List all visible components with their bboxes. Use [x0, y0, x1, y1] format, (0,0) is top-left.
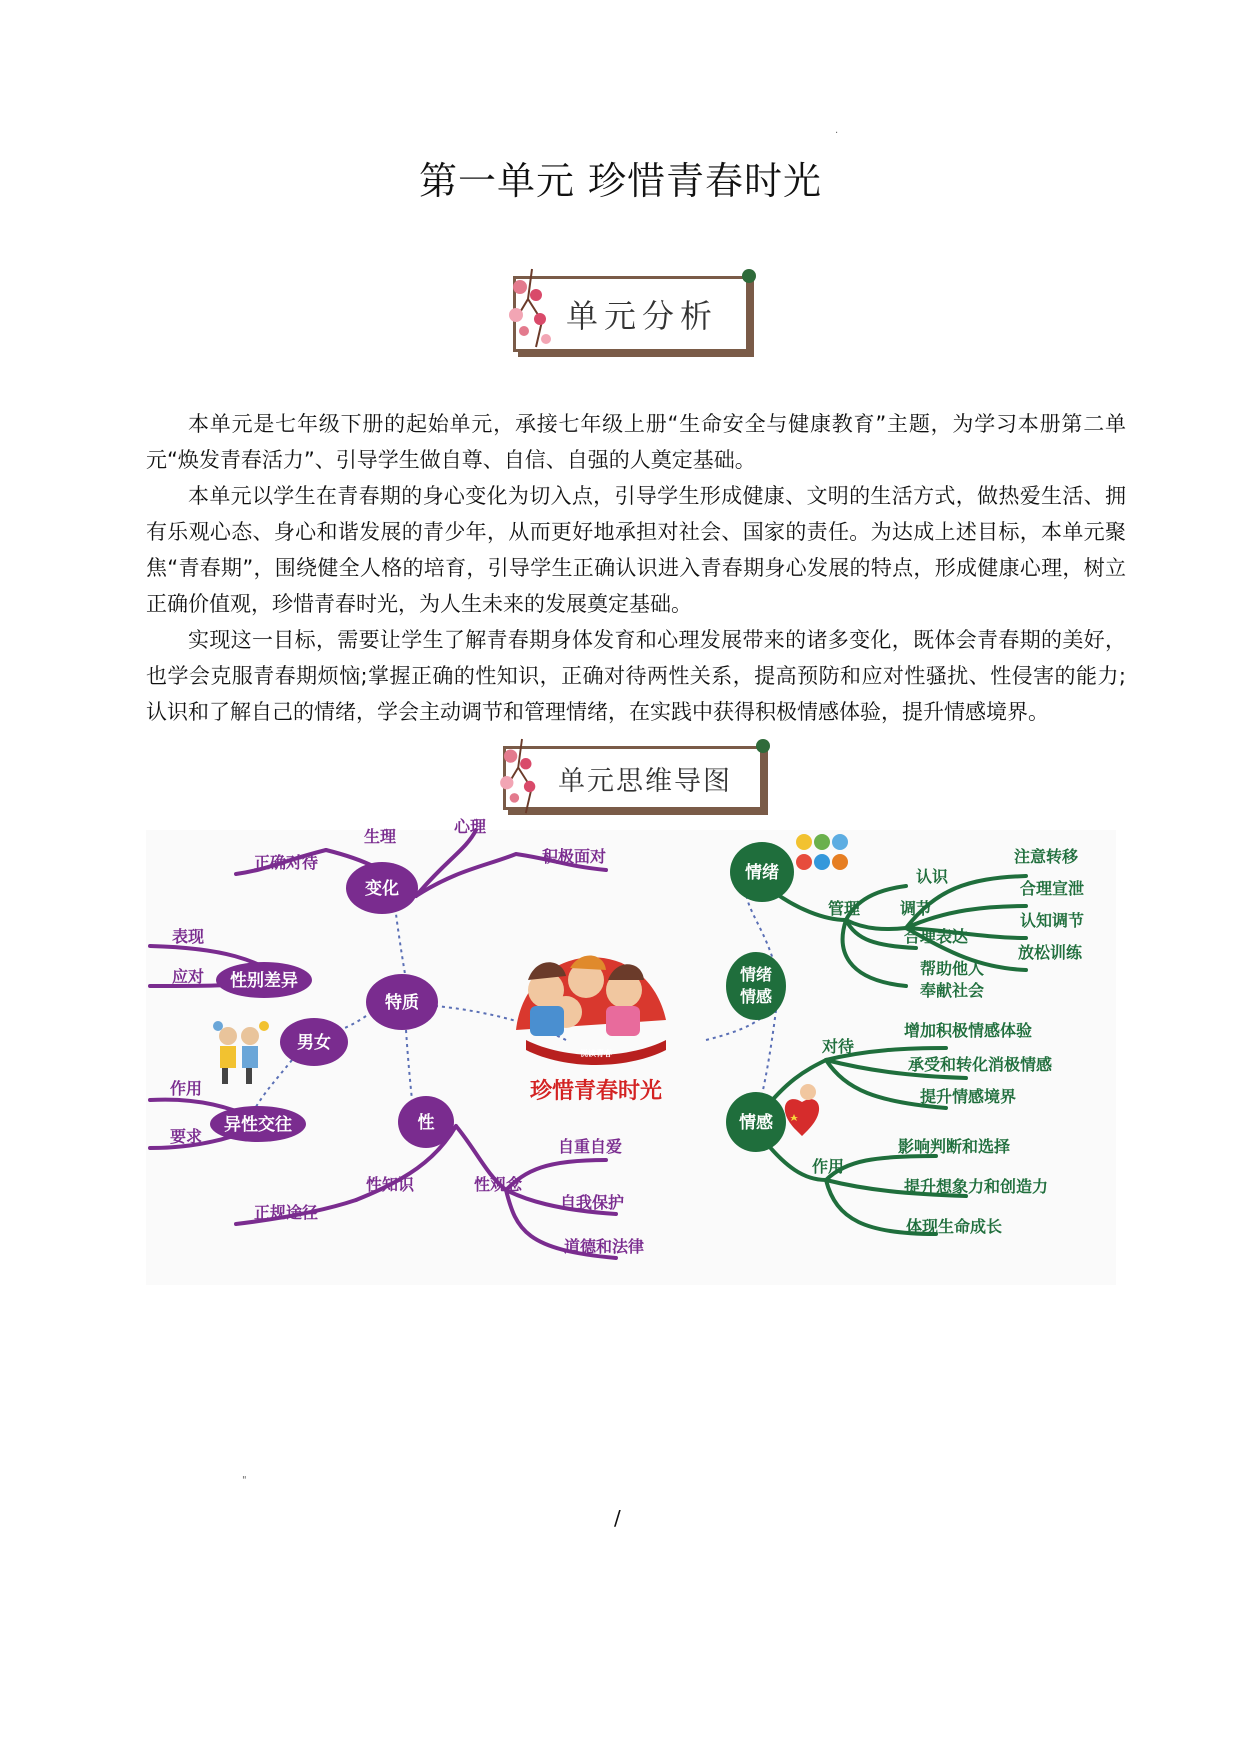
- section-title-mindmap: 单元思维导图: [558, 765, 732, 797]
- node-reasonable-vent: 合理宣泄: [1019, 879, 1085, 898]
- node-treat: 对待: [821, 1037, 855, 1056]
- node-emotion: 情绪: [745, 863, 779, 883]
- heart-flag-icon: [785, 1084, 819, 1136]
- node-reasonable-express: 合理表达: [903, 927, 969, 946]
- node-physical: 生理: [363, 827, 397, 846]
- node-relax-training: 放松训练: [1017, 943, 1083, 962]
- node-raise-feeling: 提升情感境界: [919, 1087, 1017, 1106]
- node-cognitive-adjust: 认知调节: [1019, 911, 1085, 930]
- node-center: 珍惜青春时光: [529, 1078, 663, 1104]
- node-requirement: 要求: [169, 1127, 203, 1146]
- section-title-analysis: 单元分析: [566, 297, 719, 335]
- node-function-right: 作用: [811, 1157, 845, 1176]
- node-attention-shift: 注意转移: [1013, 847, 1079, 866]
- node-respond: 应对: [171, 967, 205, 986]
- node-sex-knowledge: 性知识: [365, 1175, 415, 1194]
- node-emotion-feeling-1: 情绪: [739, 965, 773, 984]
- node-opposite: 异性交往: [224, 1115, 292, 1135]
- center-illustration: [516, 955, 666, 1065]
- section-banner-mindmap: [503, 746, 763, 810]
- node-positive-face: 积极面对: [541, 847, 607, 866]
- stray-mark-top: ·: [835, 128, 839, 139]
- node-devote-society: 奉献社会: [919, 981, 985, 1000]
- page-number: /: [614, 1506, 621, 1530]
- node-correct-treat: 正确对待: [253, 853, 319, 872]
- banner-knob: [742, 269, 756, 283]
- node-life-growth: 体现生命成长: [905, 1217, 1003, 1236]
- node-emotion-feeling-2: 情感: [739, 987, 773, 1006]
- node-help-others: 帮助他人: [919, 959, 985, 978]
- node-traits: 特质: [385, 993, 419, 1013]
- emoji-faces-icon: [796, 834, 848, 870]
- node-morality-law: 道德和法律: [563, 1237, 645, 1256]
- node-gender-diff: 性别差异: [230, 971, 298, 991]
- node-sex-concept: 性观念: [473, 1175, 523, 1194]
- banner-knob: [756, 739, 770, 753]
- plum-blossom-icon: [502, 269, 562, 349]
- kids-illustration: [213, 1021, 269, 1084]
- node-manage: 管理: [827, 899, 861, 918]
- node-sex: 性: [417, 1113, 435, 1133]
- node-function: 作用: [169, 1079, 203, 1098]
- node-imagination: 提升想象力和创造力: [903, 1177, 1049, 1196]
- paragraph: 本单元是七年级下册的起始单元，承接七年级上册“生命安全与健康教育”主题，为学习本册第二单元“焕发青春活力”、引导学生做自尊、自信、自强的人奠定基础。: [146, 412, 1126, 472]
- paragraph: 本单元以学生在青春期的身心变化为切入点，引导学生形成健康、文明的生活方式，做热爱生活、拥有乐观心态、身心和谐发展的青少年，从而更好地承担对社会、国家的责任。为达成上述目标，本单元聚焦“青春期”，围绕健全人格的培育，引导学生正确认识进入青春期身心发展的特点，形成健康心理，树立正确价值观，珍惜青春时光，为人生未来的发展奠定基础。: [146, 484, 1126, 616]
- plum-blossom-icon: [492, 739, 552, 815]
- node-formal-channel: 正规途径: [253, 1203, 319, 1222]
- node-adjust: 调节: [899, 899, 933, 918]
- page-title: 第一单元 珍惜青春时光: [418, 159, 823, 203]
- mindmap-canvas: [146, 817, 1116, 1285]
- node-self-protect: 自我保护: [559, 1193, 625, 1212]
- node-psychological: 心理: [453, 817, 487, 836]
- paragraph: 实现这一目标，需要让学生了解青春期身体发育和心理发展带来的诸多变化，既体会青春期的美好，也学会克服青春期烦恼;掌握正确的性知识，正确对待两性关系，提高预防和应对性骚扰、性侵害的能力;认识和了解自己的情绪，学会主动调节和管理情绪，在实践中获得积极情感体验，提升情感境界。: [146, 628, 1126, 724]
- node-recognize: 认识: [915, 867, 949, 886]
- analysis-body: [146, 406, 1126, 730]
- mindmap: [146, 817, 1116, 1285]
- node-positive-experience: 增加积极情感体验: [903, 1021, 1033, 1040]
- node-feeling: 情感: [739, 1113, 773, 1133]
- center-badge: 悦读青春: [580, 1048, 612, 1058]
- node-transform-negative: 承受和转化消极情感: [907, 1055, 1053, 1074]
- stray-mark-bottom: ": [242, 1475, 247, 1486]
- node-gender: 男女: [297, 1033, 331, 1053]
- node-self-respect: 自重自爱: [557, 1137, 623, 1156]
- node-change: 变化: [365, 879, 399, 899]
- section-banner-analysis: [513, 276, 749, 352]
- node-influence-judgment: 影响判断和选择: [897, 1137, 1011, 1156]
- node-express: 表现: [171, 927, 205, 946]
